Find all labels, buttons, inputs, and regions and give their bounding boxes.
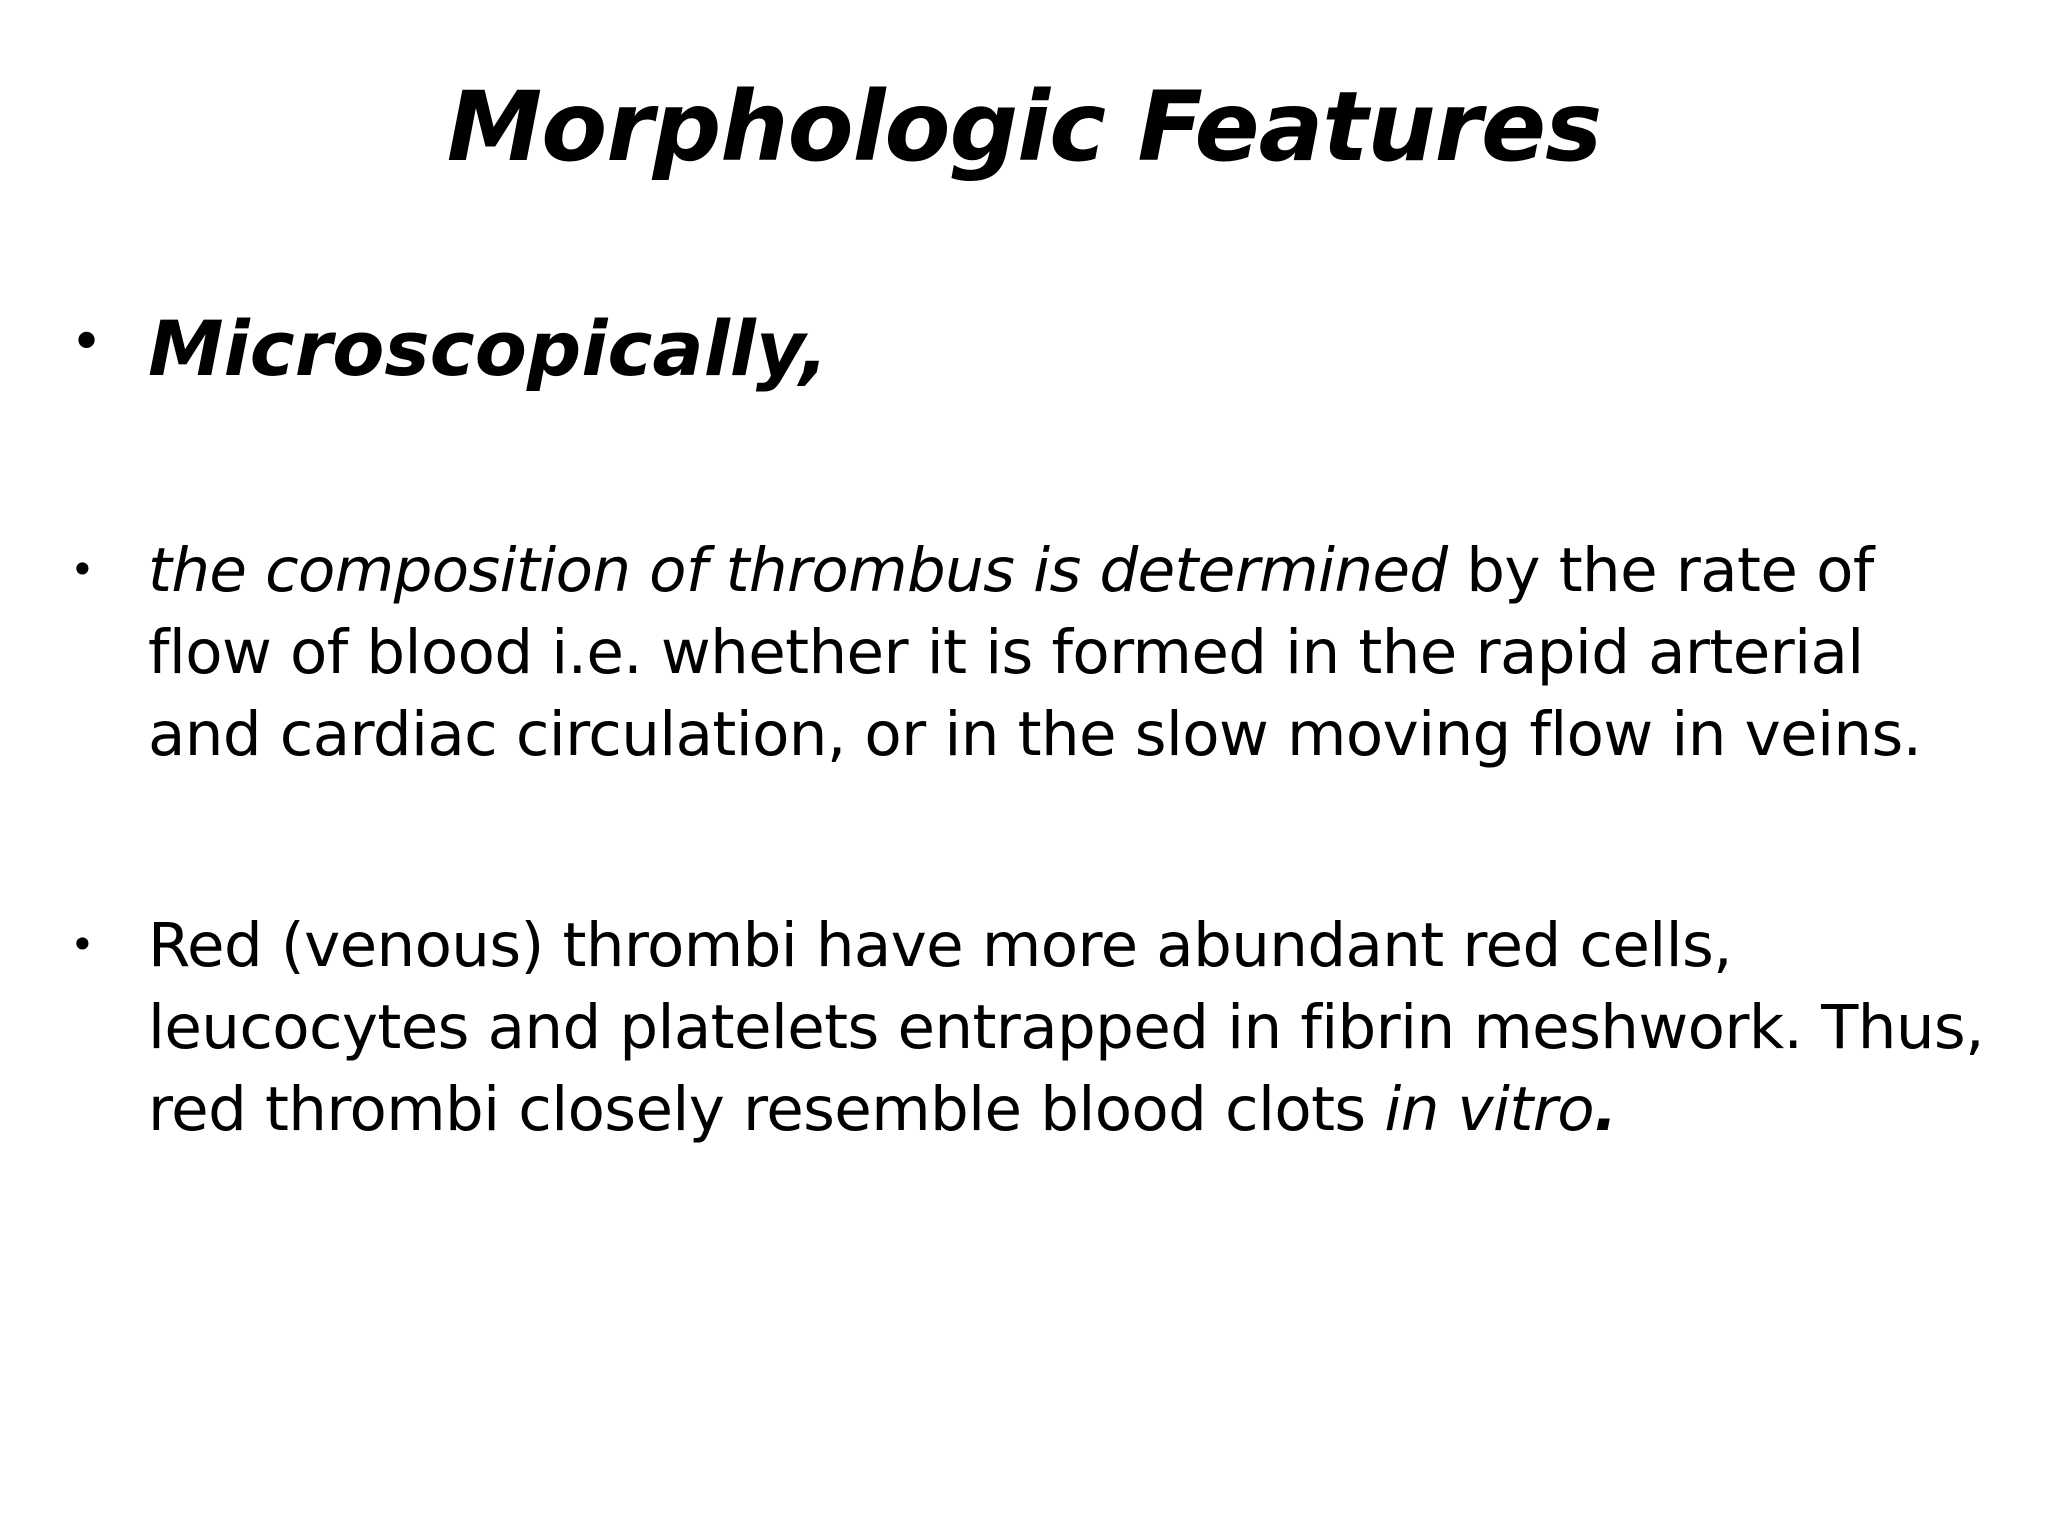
slide-title: Morphologic Features xyxy=(446,71,1602,183)
italic-lead-text: the composition of thrombus is determined xyxy=(148,535,1448,606)
body-text: Red (venous) thrombi have more abundant red cells, leucocytes and platelets entrapped in fibrin meshwork. Thus, red thrombi closely resemble blood clots xyxy=(148,910,1984,1145)
bullet-icon: • xyxy=(70,545,95,594)
body-text: by the rate of flow of blood i.e. whether it is formed in the rapid arterial and cardiac circulation, or in the slow moving flow in veins. xyxy=(148,535,1922,770)
italic-tail-text: in vitro xyxy=(1384,1074,1594,1145)
bullet-item-microscopically xyxy=(70,305,1990,392)
bullet-item-red-thrombi xyxy=(70,905,1990,1151)
bullet-icon: • xyxy=(70,310,104,375)
end-punctuation: . xyxy=(1593,1074,1617,1145)
bullet-heading-text: Microscopically, xyxy=(148,304,829,393)
bullet-paragraph xyxy=(148,905,1990,1151)
bullet-icon: • xyxy=(70,920,95,969)
bullet-paragraph xyxy=(148,530,1990,776)
bullet-item-composition xyxy=(70,530,1990,776)
